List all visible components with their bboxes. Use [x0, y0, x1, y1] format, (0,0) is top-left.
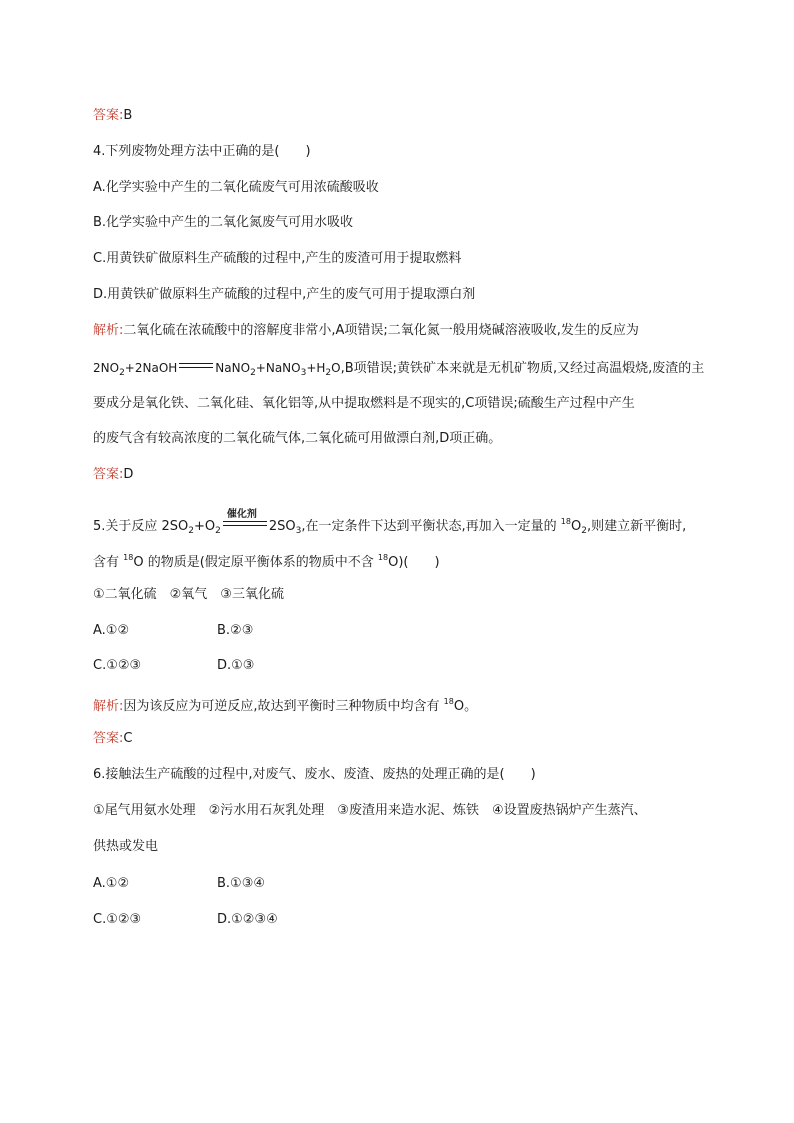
option-d: D.①②③④ — [217, 912, 278, 927]
question-6-options-row-1 — [93, 876, 341, 892]
question-4-option-c: C.用黄铁矿做原料生产硫酸的过程中,产生的废渣可用于提取燃料 — [93, 251, 462, 266]
question-5-items: ①二氧化硫 ②氧气 ③三氧化硫 — [93, 587, 284, 602]
option-c: C.①②③ — [93, 912, 142, 927]
question-6-options-row-2 — [93, 912, 341, 928]
question-4-analysis-line-1 — [93, 323, 639, 339]
question-4-analysis-line-4: 的废气含有较高浓度的二氧化硫气体,二氧化硫可用做漂白剂,D项正确。 — [93, 431, 502, 446]
analysis-label: 解析: — [93, 323, 124, 338]
option-d: D.①③ — [217, 658, 255, 673]
option-c: C.①②③ — [93, 658, 142, 673]
question-4-stem: 4.下列废物处理方法中正确的是( ) — [93, 144, 311, 159]
question-5-options-row-1 — [93, 623, 341, 639]
question-6-stem: 6.接触法生产硫酸的过程中,对废气、废水、废渣、废热的处理正确的是( ) — [93, 767, 536, 782]
question-6-items-line-1: ①尾气用氨水处理 ②污水用石灰乳处理 ③废渣用来造水泥、炼铁 ④设置废热锅炉产生蒸汽、 — [93, 803, 647, 818]
answer-4 — [93, 467, 133, 483]
answer-5 — [93, 731, 132, 747]
equation-rhs: $NaNO_2+NaNO_3+H_2O$ — [215, 361, 341, 378]
reversible-arrow — [223, 509, 267, 526]
question-4-analysis-line-2 — [93, 360, 704, 381]
equals-sign — [179, 363, 213, 368]
option-b: B.①③④ — [217, 876, 266, 891]
analysis-text: 二氧化硫在浓硫酸中的溶解度非常小,A项错误;二氧化氮一般用烧碱溶液吸收,发生的反应为 — [123, 323, 639, 338]
catalyst-label: 催化剂 — [226, 509, 257, 520]
answer-value: B — [123, 108, 133, 123]
answer-value: C — [123, 731, 133, 746]
answer-label: 答案: — [93, 467, 124, 482]
question-5-stem-line-2: 含有 $^{18}$O 的物质是(假定原平衡体系的物质中不含 $^{18}$O)( ) — [93, 553, 440, 570]
option-a: A.①② — [93, 623, 130, 638]
question-5-stem-line-1: 5.关于反应 $2SO_2+O_2$ 催化剂 $2SO_3$,在一定条件下达到平衡状态,再加入一定量的 $^{18}O_2$,则建立新平衡时, — [93, 509, 687, 536]
answer-3 — [93, 108, 132, 124]
analysis-text: ,B项错误;黄铁矿本来就是无机矿物质,又经过高温煅烧,废渣的主 — [340, 361, 705, 376]
option-a: A.①② — [93, 876, 130, 891]
question-4-option-a: A.化学实验中产生的二氧化硫废气可用浓硫酸吸收 — [93, 180, 379, 195]
question-6-items-line-2: 供热或发电 — [93, 839, 159, 854]
question-4-analysis-line-3: 要成分是氧化铁、二氧化硅、氧化铝等,从中提取燃料是不现实的,C项错误;硫酸生产过程中产生 — [93, 396, 635, 411]
question-4-option-b: B.化学实验中产生的二氧化氮废气可用水吸收 — [93, 215, 354, 230]
question-4-option-d: D.用黄铁矿做原料生产硫酸的过程中,产生的废气可用于提取漂白剂 — [93, 287, 476, 302]
option-b: B.②③ — [217, 623, 254, 638]
answer-label: 答案: — [93, 731, 124, 746]
equation-lhs: $2NO_2+2NaOH$ — [93, 361, 178, 378]
analysis-label: 解析: — [93, 699, 124, 714]
answer-value: D — [123, 467, 134, 482]
question-5-analysis: 解析:因为该反应为可逆反应,故达到平衡时三种物质中均含有 $^{18}$O。 — [93, 697, 478, 714]
answer-label: 答案: — [93, 108, 124, 123]
question-5-options-row-2 — [93, 658, 341, 674]
